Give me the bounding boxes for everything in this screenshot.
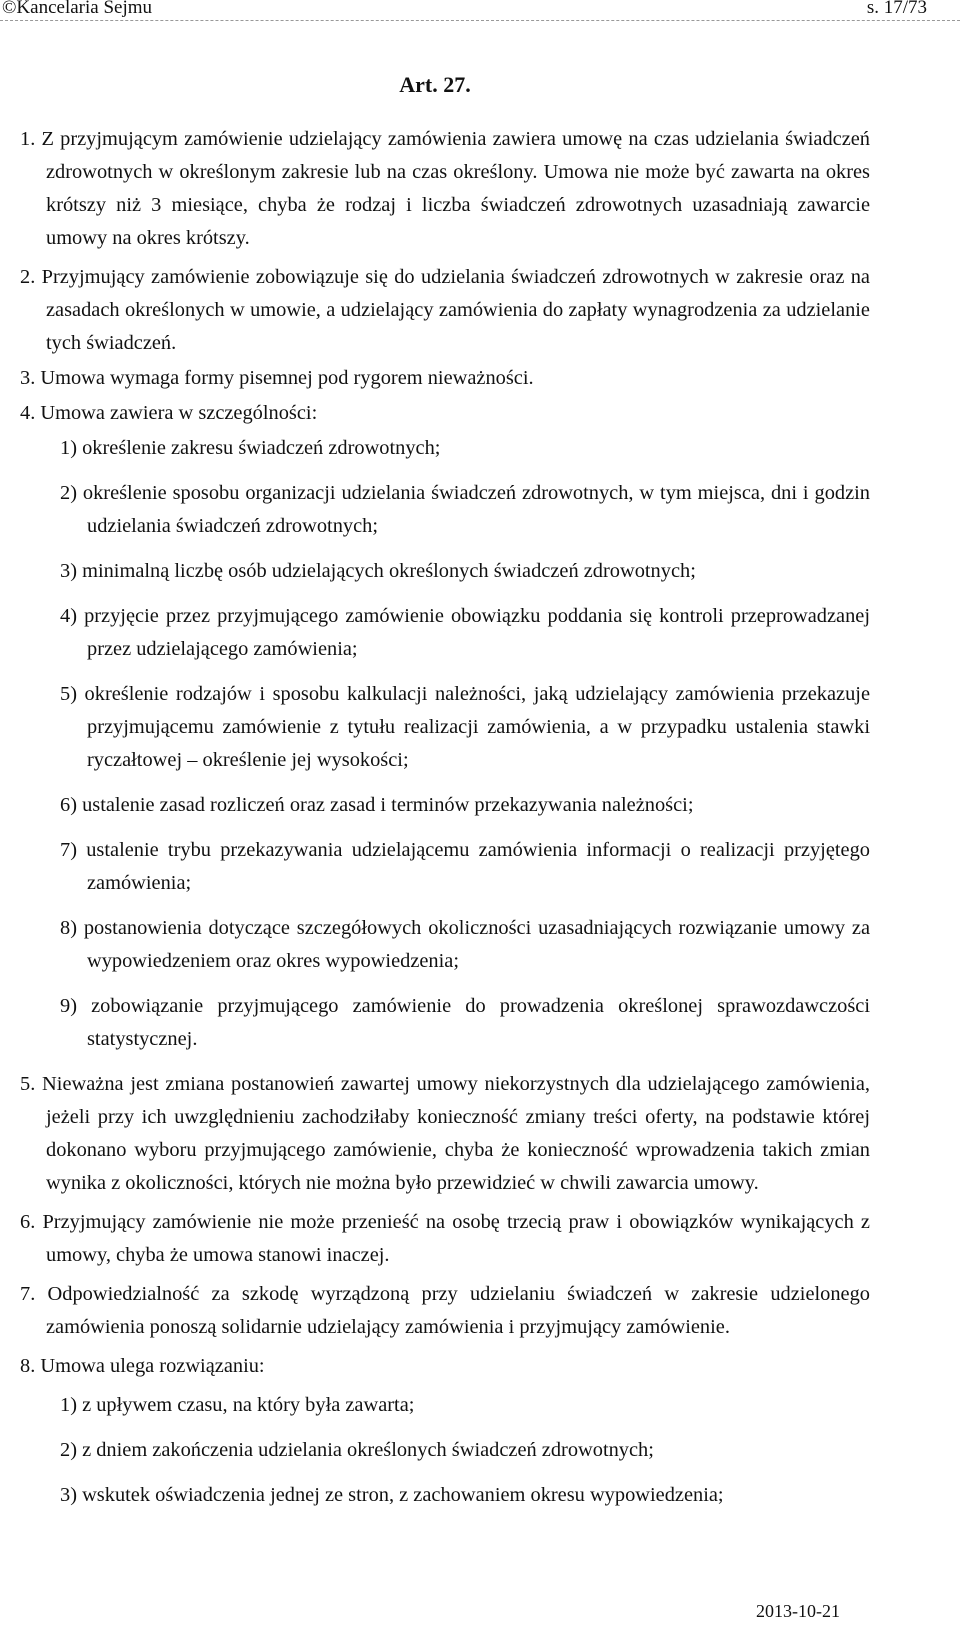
list-item: 6) ustalenie zasad rozliczeń oraz zasad i terminów przekazywania należności; xyxy=(60,794,694,816)
page-header xyxy=(0,0,960,22)
paragraph-8: 8. Umowa ulega rozwiązaniu: xyxy=(20,1355,265,1377)
list-item: 3) wskutek oświadczenia jednej ze stron, z zachowaniem okresu wypowiedzenia; xyxy=(60,1484,724,1506)
list-item: 3) minimalną liczbę osób udzielających określonych świadczeń zdrowotnych; xyxy=(60,560,696,582)
list-item: 2) z dniem zakończenia udzielania określonych świadczeń zdrowotnych; xyxy=(60,1439,654,1461)
list-item: 2) określenie sposobu organizacji udzielania świadczeń zdrowotnych, w tym miejsca, dni i godzin udzielania świadczeń zdrowotnych; xyxy=(60,482,870,537)
paragraph-6: 6. Przyjmujący zamówienie nie może przenieść na osobę trzecią praw i obowiązków wynikających z umowy, chyba że umowa stanowi inaczej. xyxy=(20,1211,870,1266)
list-item: 9) zobowiązanie przyjmującego zamówienie do prowadzenia określonej sprawozdawczości statystycznej. xyxy=(60,995,870,1050)
paragraph-2: 2. Przyjmujący zamówienie zobowiązuje się do udzielania świadczeń zdrowotnych w zakresie oraz na zasadach określonych w umowie, a udzielający zamówienia do zapłaty wynagrodzenia za udzielanie tych świadczeń. xyxy=(20,266,870,354)
article-title: Art. 27. xyxy=(399,72,471,97)
paragraph-3: 3. Umowa wymaga formy pisemnej pod rygorem nieważności. xyxy=(20,367,534,389)
paragraph-5: 5. Nieważna jest zmiana postanowień zawartej umowy niekorzystnych dla udzielającego zamówienia, jeżeli przy ich uwzględnieniu zachodziłaby konieczność zmiany treści oferty, na podstawie której dokonano wyboru przyjmującego zamówienie, chyba że konieczność wprowadzenia takich zmian wynika z okoliczności, których nie można było przewidzieć w chwili zawarcia umowy. xyxy=(20,1073,870,1194)
paragraph-1: 1. Z przyjmującym zamówienie udzielający zamówienia zawiera umowę na czas udzielania świadczeń zdrowotnych w określonym zakresie lub na czas określony. Umowa nie może być zawarta na okres krótszy niż 3 miesiące, chyba że rodzaj i liczba świadczeń zdrowotnych uzasadniają zawarcie umowy na okres krótszy. xyxy=(20,128,870,249)
publisher-label: ©Kancelaria Sejmu xyxy=(2,0,153,18)
list-item: 8) postanowienia dotyczące szczegółowych okoliczności uzasadniających rozwiązanie umowy za wypowiedzeniem oraz okres wypowiedzenia; xyxy=(60,917,870,972)
paragraph-4: 4. Umowa zawiera w szczególności: xyxy=(20,402,318,424)
paragraph-7: 7. Odpowiedzialność za szkodę wyrządzoną przy udzielaniu świadczeń w zakresie udzielonego zamówienia ponoszą solidarnie udzielający zamówienia i przyjmujący zamówienie. xyxy=(20,1283,870,1338)
list-item: 5) określenie rodzajów i sposobu kalkulacji należności, jaką udzielający zamówienia przekazuje przyjmującemu zamówienie z tytułu realizacji zamówienia, a w przypadku ustalenia stawki ryczałtowej – określenie jej wysokości; xyxy=(60,683,870,771)
list-item: 7) ustalenie trybu przekazywania udzielającemu zamówienia informacji o realizacji przyjętego zamówienia; xyxy=(60,839,870,894)
header-divider xyxy=(0,20,960,21)
footer-date: 2013-10-21 xyxy=(756,1601,840,1621)
list-item: 1) określenie zakresu świadczeń zdrowotnych; xyxy=(60,437,441,459)
list-item: 1) z upływem czasu, na który była zawarta; xyxy=(60,1394,415,1416)
list-item: 4) przyjęcie przez przyjmującego zamówienie obowiązku poddania się kontroli przeprowadzanej przez udzielającego zamówienia; xyxy=(60,605,870,660)
article-body xyxy=(20,123,870,1524)
page-number: s. 17/73 xyxy=(866,0,927,18)
